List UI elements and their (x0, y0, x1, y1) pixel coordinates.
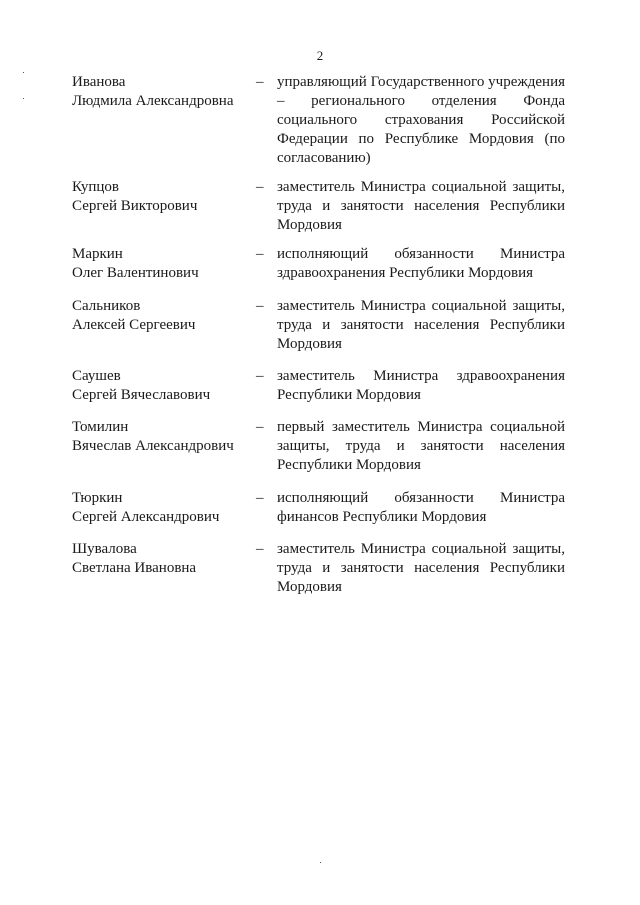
member-dash: – (256, 490, 264, 506)
member-dash: – (256, 298, 264, 314)
member-surname: Шувалова (72, 541, 137, 557)
scan-speck (23, 98, 24, 99)
member-dash: – (256, 368, 264, 384)
member-name (72, 489, 252, 527)
member-given-names: Сергей Вячеславович (72, 387, 211, 403)
member-dash: – (256, 246, 264, 262)
member-name (72, 73, 252, 111)
member-position: исполняющий обязанности Министра финансов Республики Мордовия (277, 490, 565, 525)
member-surname: Купцов (72, 179, 120, 195)
member-position: заместитель Министра социальной защиты, труда и занятости населения Республики Мордовия (277, 179, 565, 233)
member-dash: – (256, 541, 264, 557)
member-name (72, 245, 252, 283)
member-position: заместитель Министра социальной защиты, труда и занятости населения Республики Мордовия (277, 541, 565, 595)
member-given-names: Людмила Александровна (72, 93, 234, 109)
member-surname: Иванова (72, 74, 126, 90)
scan-speck (23, 72, 24, 73)
member-surname: Томилин (72, 419, 129, 435)
member-dash: – (256, 419, 264, 435)
member-surname: Маркин (72, 246, 123, 262)
member-given-names: Олег Валентинович (72, 265, 199, 281)
member-name (72, 540, 252, 578)
member-position: первый заместитель Министра социальной защиты, труда и занятости населения Республики Мордовия (277, 419, 565, 473)
member-given-names: Алексей Сергеевич (72, 317, 196, 333)
member-name (72, 418, 252, 456)
member-name (72, 367, 252, 405)
member-surname: Сальников (72, 298, 141, 314)
member-given-names: Светлана Ивановна (72, 560, 197, 576)
scan-speck (320, 862, 321, 863)
member-given-names: Вячеслав Александрович (72, 438, 234, 454)
member-dash: – (256, 74, 264, 90)
member-position: заместитель Министра социальной защиты, труда и занятости населения Республики Мордовия (277, 298, 565, 352)
member-dash: – (256, 179, 264, 195)
member-position: заместитель Министра здравоохранения Республики Мордовия (277, 368, 565, 403)
page-number: 2 (316, 48, 324, 63)
member-position: управляющий Государственного учреждения – регионального отделения Фонда социального страхования Российской Федерации по Республике Мордовия (по согласованию) (277, 74, 565, 166)
member-given-names: Сергей Викторович (72, 198, 198, 214)
member-name (72, 178, 252, 216)
member-surname: Саушев (72, 368, 121, 384)
member-name (72, 297, 252, 335)
member-surname: Тюркин (72, 490, 123, 506)
member-given-names: Сергей Александрович (72, 509, 220, 525)
member-position: исполняющий обязанности Министра здравоохранения Республики Мордовия (277, 246, 565, 281)
